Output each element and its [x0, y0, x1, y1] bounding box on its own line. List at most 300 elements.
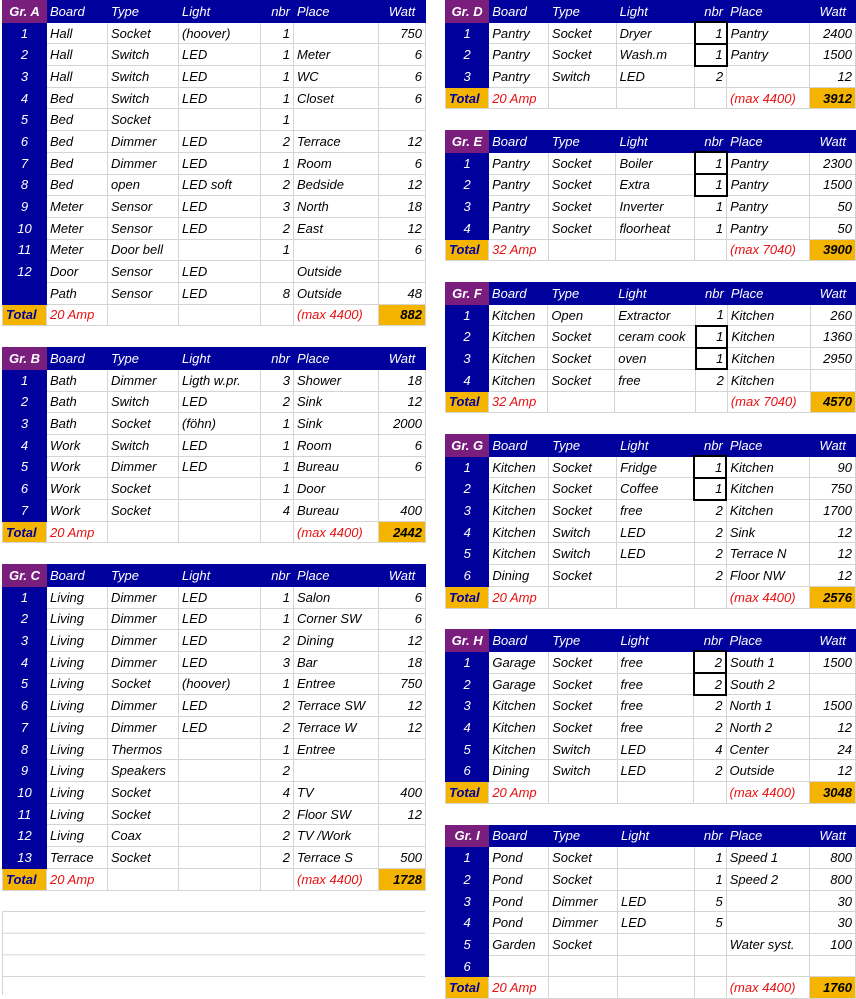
total-watt[interactable]: 4570 — [810, 391, 855, 413]
cell-blank[interactable] — [617, 977, 694, 999]
cell-nbr[interactable]: 1 — [261, 152, 294, 174]
cell-nbr[interactable]: 2 — [261, 391, 294, 413]
cell-num[interactable]: 6 — [446, 565, 489, 587]
cell-type[interactable]: Switch — [108, 44, 179, 66]
cell-num[interactable]: 1 — [446, 651, 489, 673]
group-name[interactable]: Gr. A — [3, 1, 47, 23]
cell-light[interactable]: LED — [616, 66, 694, 88]
cell-place[interactable]: Terrace N — [726, 543, 809, 565]
total-label[interactable]: Total — [446, 782, 489, 804]
total-label[interactable]: Total — [446, 586, 489, 608]
cell-board[interactable]: Hall — [47, 22, 108, 44]
cell-light[interactable]: LED — [617, 760, 694, 782]
cell-nbr[interactable]: 1 — [261, 738, 294, 760]
cell-type[interactable]: Dimmer — [549, 890, 618, 912]
cell-place[interactable]: Salon — [294, 586, 379, 608]
header-place[interactable]: Place — [726, 435, 809, 457]
cell-num[interactable]: 1 — [446, 152, 489, 174]
header-place[interactable]: Place — [727, 131, 810, 153]
cell-board[interactable]: Pond — [489, 890, 549, 912]
cell-num[interactable]: 7 — [3, 152, 47, 174]
cell-num[interactable]: 10 — [3, 782, 47, 804]
cell-type[interactable]: Socket — [108, 673, 179, 695]
cell-light[interactable]: free — [615, 369, 696, 391]
cell-board[interactable]: Living — [47, 673, 108, 695]
cell-watt[interactable] — [379, 261, 426, 283]
cell-place[interactable]: Closet — [294, 87, 379, 109]
cell-place[interactable]: Pantry — [727, 217, 810, 239]
cell-place[interactable]: Pantry — [727, 174, 810, 196]
cell-board[interactable]: Kitchen — [489, 500, 549, 522]
cell-type[interactable]: Socket — [548, 174, 616, 196]
amp-rating[interactable]: 20 Amp — [489, 586, 549, 608]
cell-watt[interactable] — [810, 955, 856, 977]
cell-light[interactable]: LED — [179, 152, 261, 174]
cell-num[interactable]: 4 — [446, 717, 489, 739]
header-type[interactable]: Type — [548, 1, 616, 23]
header-watt[interactable]: Watt — [810, 435, 856, 457]
cell-nbr[interactable]: 1 — [261, 673, 294, 695]
group-name[interactable]: Gr. C — [3, 565, 47, 587]
cell-blank[interactable] — [694, 586, 726, 608]
cell-type[interactable]: Socket — [108, 109, 179, 131]
cell-nbr[interactable]: 1 — [261, 109, 294, 131]
cell-place[interactable] — [294, 109, 379, 131]
cell-place[interactable]: North 2 — [726, 717, 810, 739]
cell-board[interactable]: Kitchen — [488, 369, 547, 391]
max-watt[interactable]: (max 4400) — [294, 304, 379, 326]
cell-nbr[interactable]: 1 — [694, 868, 726, 890]
cell-light[interactable] — [179, 500, 261, 522]
cell-blank[interactable] — [695, 87, 727, 109]
header-place[interactable]: Place — [727, 283, 810, 305]
cell-board[interactable]: Bath — [47, 413, 108, 435]
cell-blank[interactable] — [261, 521, 294, 543]
cell-num[interactable]: 3 — [446, 196, 489, 218]
cell-light[interactable]: LED — [179, 196, 261, 218]
total-label[interactable]: Total — [446, 391, 489, 413]
cell-num[interactable]: 6 — [446, 955, 489, 977]
cell-light[interactable]: Coffee — [617, 478, 695, 500]
amp-rating[interactable]: 20 Amp — [489, 782, 549, 804]
header-light[interactable]: Light — [617, 825, 694, 847]
cell-place[interactable]: Sink — [294, 413, 379, 435]
cell-board[interactable]: Living — [47, 717, 108, 739]
cell-light[interactable]: LED — [179, 630, 261, 652]
cell-type[interactable]: Dimmer — [549, 912, 618, 934]
cell-type[interactable]: Dimmer — [108, 152, 179, 174]
header-nbr[interactable]: nbr — [261, 1, 294, 23]
header-nbr[interactable]: nbr — [695, 131, 727, 153]
cell-watt[interactable]: 24 — [810, 738, 856, 760]
cell-blank[interactable] — [261, 868, 294, 890]
amp-rating[interactable]: 32 Amp — [488, 391, 547, 413]
cell-board[interactable]: Living — [47, 630, 108, 652]
cell-board[interactable]: Pond — [489, 912, 549, 934]
cell-board[interactable]: Meter — [47, 239, 108, 261]
cell-watt[interactable]: 48 — [379, 282, 426, 304]
cell-board[interactable]: Living — [47, 608, 108, 630]
cell-nbr[interactable]: 1 — [261, 413, 294, 435]
group-name[interactable]: Gr. B — [3, 348, 47, 370]
cell-watt[interactable] — [379, 760, 426, 782]
cell-place[interactable] — [726, 955, 810, 977]
cell-board[interactable]: Kitchen — [489, 717, 549, 739]
cell-place[interactable]: Kitchen — [727, 369, 810, 391]
cell-light[interactable]: free — [617, 695, 694, 717]
cell-place[interactable]: Terrace W — [294, 717, 379, 739]
cell-light[interactable] — [179, 738, 261, 760]
header-nbr[interactable]: nbr — [261, 565, 294, 587]
cell-num[interactable]: 12 — [3, 261, 47, 283]
cell-board[interactable]: Pantry — [489, 44, 549, 66]
cell-type[interactable]: Socket — [108, 478, 179, 500]
amp-rating[interactable]: 20 Amp — [47, 521, 108, 543]
cell-watt[interactable]: 2400 — [810, 22, 856, 44]
cell-place[interactable]: North — [294, 196, 379, 218]
header-board[interactable]: Board — [488, 283, 547, 305]
cell-type[interactable]: Switch — [549, 760, 617, 782]
max-watt[interactable]: (max 4400) — [294, 521, 379, 543]
cell-place[interactable] — [294, 239, 379, 261]
cell-place[interactable]: Pantry — [727, 152, 810, 174]
cell-place[interactable] — [727, 66, 810, 88]
cell-place[interactable]: Terrace SW — [294, 695, 379, 717]
cell-light[interactable]: (föhn) — [179, 413, 261, 435]
cell-type[interactable]: Socket — [548, 369, 615, 391]
cell-blank[interactable] — [694, 782, 726, 804]
cell-num[interactable]: 13 — [3, 847, 47, 869]
cell-type[interactable]: Dimmer — [108, 456, 179, 478]
header-place[interactable]: Place — [294, 1, 379, 23]
cell-nbr[interactable]: 1 — [694, 456, 726, 478]
cell-type[interactable]: Socket — [108, 847, 179, 869]
cell-light[interactable] — [179, 782, 261, 804]
cell-nbr[interactable] — [694, 955, 726, 977]
cell-num[interactable]: 2 — [446, 326, 489, 348]
cell-num[interactable]: 5 — [446, 934, 489, 956]
cell-board[interactable]: Living — [47, 695, 108, 717]
cell-blank[interactable] — [695, 239, 727, 261]
cell-nbr[interactable]: 1 — [695, 196, 727, 218]
header-nbr[interactable]: nbr — [694, 825, 726, 847]
cell-type[interactable]: Socket — [549, 565, 617, 587]
cell-board[interactable]: Bath — [47, 391, 108, 413]
cell-board[interactable]: Living — [47, 760, 108, 782]
cell-num[interactable]: 9 — [3, 196, 47, 218]
cell-nbr[interactable]: 4 — [261, 500, 294, 522]
cell-light[interactable]: LED — [179, 586, 261, 608]
cell-place[interactable]: Sink — [294, 391, 379, 413]
cell-nbr[interactable]: 2 — [261, 825, 294, 847]
cell-board[interactable]: Dining — [489, 760, 549, 782]
cell-blank[interactable] — [549, 782, 617, 804]
cell-place[interactable]: Dining — [294, 630, 379, 652]
cell-nbr[interactable]: 1 — [261, 22, 294, 44]
cell-board[interactable]: Pond — [489, 868, 549, 890]
cell-place[interactable]: Entree — [294, 738, 379, 760]
max-watt[interactable]: (max 4400) — [726, 977, 810, 999]
cell-type[interactable]: Dimmer — [108, 630, 179, 652]
cell-board[interactable]: Pantry — [489, 66, 549, 88]
cell-num[interactable]: 3 — [446, 66, 489, 88]
cell-type[interactable]: Socket — [549, 868, 618, 890]
cell-nbr[interactable]: 3 — [261, 369, 294, 391]
total-watt[interactable]: 1760 — [810, 977, 856, 999]
cell-blank[interactable] — [616, 87, 694, 109]
cell-watt[interactable]: 2950 — [810, 348, 855, 370]
header-type[interactable]: Type — [108, 348, 179, 370]
cell-place[interactable]: Terrace S — [294, 847, 379, 869]
cell-watt[interactable]: 500 — [379, 847, 426, 869]
cell-light[interactable]: LED — [179, 131, 261, 153]
cell-watt[interactable]: 6 — [379, 152, 426, 174]
cell-place[interactable]: Shower — [294, 369, 379, 391]
header-type[interactable]: Type — [549, 630, 617, 652]
cell-watt[interactable]: 800 — [810, 868, 856, 890]
cell-watt[interactable]: 2300 — [810, 152, 856, 174]
cell-type[interactable]: Socket — [108, 500, 179, 522]
cell-blank[interactable] — [549, 586, 617, 608]
group-name[interactable]: Gr. I — [446, 825, 489, 847]
header-board[interactable]: Board — [489, 435, 549, 457]
cell-board[interactable]: Kitchen — [489, 478, 549, 500]
cell-place[interactable]: Kitchen — [726, 478, 809, 500]
header-board[interactable]: Board — [47, 348, 108, 370]
cell-num[interactable]: 3 — [446, 348, 489, 370]
cell-blank[interactable] — [179, 521, 261, 543]
cell-place[interactable] — [294, 760, 379, 782]
cell-type[interactable]: Sensor — [108, 196, 179, 218]
header-nbr[interactable]: nbr — [261, 348, 294, 370]
header-watt[interactable]: Watt — [810, 1, 856, 23]
cell-num[interactable]: 2 — [446, 174, 489, 196]
cell-place[interactable]: Pantry — [727, 196, 810, 218]
cell-place[interactable]: Pantry — [727, 22, 810, 44]
cell-light[interactable]: LED — [179, 87, 261, 109]
cell-watt[interactable]: 18 — [379, 369, 426, 391]
cell-light[interactable] — [179, 239, 261, 261]
cell-board[interactable]: Kitchen — [489, 695, 549, 717]
amp-rating[interactable]: 20 Amp — [489, 977, 549, 999]
cell-board[interactable]: Living — [47, 738, 108, 760]
cell-watt[interactable] — [379, 825, 426, 847]
total-label[interactable]: Total — [446, 239, 489, 261]
cell-nbr[interactable]: 1 — [695, 44, 727, 66]
header-place[interactable]: Place — [727, 1, 810, 23]
cell-place[interactable]: Room — [294, 434, 379, 456]
cell-num[interactable]: 11 — [3, 803, 47, 825]
cell-nbr[interactable]: 1 — [695, 217, 727, 239]
cell-board[interactable]: Dining — [489, 565, 549, 587]
cell-type[interactable]: Door bell — [108, 239, 179, 261]
cell-board[interactable]: Work — [47, 434, 108, 456]
cell-type[interactable]: Socket — [549, 847, 618, 869]
cell-place[interactable]: Terrace — [294, 131, 379, 153]
cell-nbr[interactable]: 2 — [261, 630, 294, 652]
cell-watt[interactable]: 12 — [379, 803, 426, 825]
header-board[interactable]: Board — [489, 825, 549, 847]
cell-watt[interactable]: 12 — [810, 521, 856, 543]
cell-blank[interactable] — [617, 586, 695, 608]
cell-num[interactable]: 3 — [446, 695, 489, 717]
cell-nbr[interactable]: 2 — [694, 500, 726, 522]
cell-blank[interactable] — [616, 239, 695, 261]
cell-board[interactable]: Pantry — [489, 174, 549, 196]
cell-blank[interactable] — [615, 391, 696, 413]
cell-board[interactable] — [489, 955, 549, 977]
cell-watt[interactable]: 6 — [379, 87, 426, 109]
cell-type[interactable]: Sensor — [108, 261, 179, 283]
cell-place[interactable]: Kitchen — [727, 348, 810, 370]
cell-light[interactable]: LED — [179, 434, 261, 456]
cell-nbr[interactable]: 2 — [261, 803, 294, 825]
cell-num[interactable]: 4 — [3, 434, 47, 456]
cell-board[interactable]: Kitchen — [488, 304, 547, 326]
cell-board[interactable]: Bed — [47, 131, 108, 153]
cell-num[interactable]: 12 — [3, 825, 47, 847]
cell-board[interactable]: Bed — [47, 174, 108, 196]
cell-board[interactable]: Pantry — [489, 196, 549, 218]
cell-blank[interactable] — [617, 782, 694, 804]
cell-place[interactable]: South 2 — [726, 673, 810, 695]
cell-place[interactable]: Corner SW — [294, 608, 379, 630]
total-label[interactable]: Total — [3, 521, 47, 543]
cell-place[interactable]: Outside — [294, 282, 379, 304]
cell-type[interactable]: Switch — [108, 434, 179, 456]
cell-num[interactable]: 1 — [3, 22, 47, 44]
cell-watt[interactable]: 12 — [810, 565, 856, 587]
cell-num[interactable]: 5 — [3, 456, 47, 478]
cell-nbr[interactable]: 2 — [694, 521, 726, 543]
total-watt[interactable]: 3912 — [810, 87, 856, 109]
total-watt[interactable]: 882 — [379, 304, 426, 326]
cell-light[interactable]: Dryer — [616, 22, 694, 44]
header-light[interactable]: Light — [617, 435, 695, 457]
cell-num[interactable]: 3 — [3, 630, 47, 652]
cell-watt[interactable]: 12 — [379, 695, 426, 717]
cell-light[interactable]: (hoover) — [179, 673, 261, 695]
cell-num[interactable]: 4 — [3, 87, 47, 109]
cell-watt[interactable]: 750 — [379, 673, 426, 695]
header-watt[interactable]: Watt — [810, 131, 856, 153]
cell-place[interactable]: Bar — [294, 651, 379, 673]
cell-light[interactable] — [617, 934, 694, 956]
group-name[interactable]: Gr. H — [446, 630, 489, 652]
cell-board[interactable]: Pantry — [489, 22, 549, 44]
cell-watt[interactable]: 2000 — [379, 413, 426, 435]
cell-place[interactable] — [726, 912, 810, 934]
cell-light[interactable]: LED — [179, 695, 261, 717]
cell-place[interactable]: Pantry — [727, 44, 810, 66]
cell-light[interactable]: Extra — [616, 174, 695, 196]
cell-watt[interactable]: 6 — [379, 44, 426, 66]
header-light[interactable]: Light — [179, 1, 261, 23]
cell-light[interactable]: oven — [615, 348, 696, 370]
cell-nbr[interactable]: 1 — [261, 456, 294, 478]
cell-board[interactable]: Garage — [489, 673, 549, 695]
cell-light[interactable]: LED — [179, 44, 261, 66]
cell-board[interactable]: Kitchen — [489, 521, 549, 543]
cell-nbr[interactable]: 2 — [694, 673, 726, 695]
max-watt[interactable]: (max 4400) — [294, 868, 379, 890]
cell-watt[interactable]: 12 — [379, 174, 426, 196]
total-watt[interactable]: 3900 — [810, 239, 856, 261]
cell-nbr[interactable]: 3 — [261, 196, 294, 218]
cell-nbr[interactable]: 2 — [261, 174, 294, 196]
header-type[interactable]: Type — [548, 283, 615, 305]
cell-place[interactable]: Outside — [294, 261, 379, 283]
header-light[interactable]: Light — [179, 348, 261, 370]
cell-nbr[interactable]: 2 — [694, 651, 726, 673]
cell-nbr[interactable]: 1 — [696, 348, 728, 370]
cell-nbr[interactable] — [694, 934, 726, 956]
cell-num[interactable]: 4 — [446, 912, 489, 934]
cell-type[interactable]: Switch — [549, 543, 617, 565]
cell-nbr[interactable]: 1 — [696, 326, 728, 348]
header-board[interactable]: Board — [489, 630, 549, 652]
cell-light[interactable]: Inverter — [616, 196, 695, 218]
cell-watt[interactable]: 1700 — [810, 500, 856, 522]
cell-num[interactable] — [3, 282, 47, 304]
cell-place[interactable] — [294, 22, 379, 44]
cell-type[interactable]: Thermos — [108, 738, 179, 760]
cell-type[interactable]: Dimmer — [108, 369, 179, 391]
cell-watt[interactable]: 1360 — [810, 326, 855, 348]
header-board[interactable]: Board — [489, 1, 549, 23]
cell-light[interactable]: Ligth w.pr. — [179, 369, 261, 391]
cell-type[interactable]: Socket — [549, 673, 617, 695]
cell-num[interactable]: 7 — [3, 500, 47, 522]
cell-type[interactable]: Socket — [549, 695, 617, 717]
header-nbr[interactable]: nbr — [694, 630, 726, 652]
cell-place[interactable]: South 1 — [726, 651, 810, 673]
cell-board[interactable]: Work — [47, 478, 108, 500]
cell-nbr[interactable]: 1 — [261, 239, 294, 261]
cell-board[interactable]: Kitchen — [489, 738, 549, 760]
cell-nbr[interactable]: 1 — [694, 847, 726, 869]
cell-nbr[interactable]: 2 — [694, 543, 726, 565]
total-label[interactable]: Total — [3, 304, 47, 326]
cell-board[interactable]: Pantry — [489, 217, 549, 239]
group-name[interactable]: Gr. D — [446, 1, 489, 23]
cell-nbr[interactable]: 4 — [694, 738, 726, 760]
cell-watt[interactable]: 12 — [810, 66, 856, 88]
cell-light[interactable] — [179, 478, 261, 500]
cell-place[interactable]: Sink — [726, 521, 809, 543]
cell-light[interactable]: Boiler — [616, 152, 695, 174]
cell-blank[interactable] — [549, 977, 618, 999]
cell-board[interactable]: Path — [47, 282, 108, 304]
cell-watt[interactable]: 12 — [810, 760, 856, 782]
cell-board[interactable]: Kitchen — [488, 326, 547, 348]
cell-place[interactable]: East — [294, 217, 379, 239]
cell-place[interactable] — [726, 890, 810, 912]
header-place[interactable]: Place — [294, 565, 379, 587]
cell-nbr[interactable]: 1 — [696, 304, 728, 326]
cell-board[interactable]: Living — [47, 651, 108, 673]
cell-type[interactable]: Dimmer — [108, 586, 179, 608]
cell-board[interactable]: Bed — [47, 87, 108, 109]
cell-board[interactable]: Door — [47, 261, 108, 283]
cell-nbr[interactable]: 2 — [261, 760, 294, 782]
cell-place[interactable]: Bedside — [294, 174, 379, 196]
header-board[interactable]: Board — [489, 131, 549, 153]
cell-watt[interactable]: 1500 — [810, 174, 856, 196]
cell-num[interactable]: 4 — [446, 217, 489, 239]
header-watt[interactable]: Watt — [379, 348, 426, 370]
cell-type[interactable]: Socket — [549, 456, 617, 478]
